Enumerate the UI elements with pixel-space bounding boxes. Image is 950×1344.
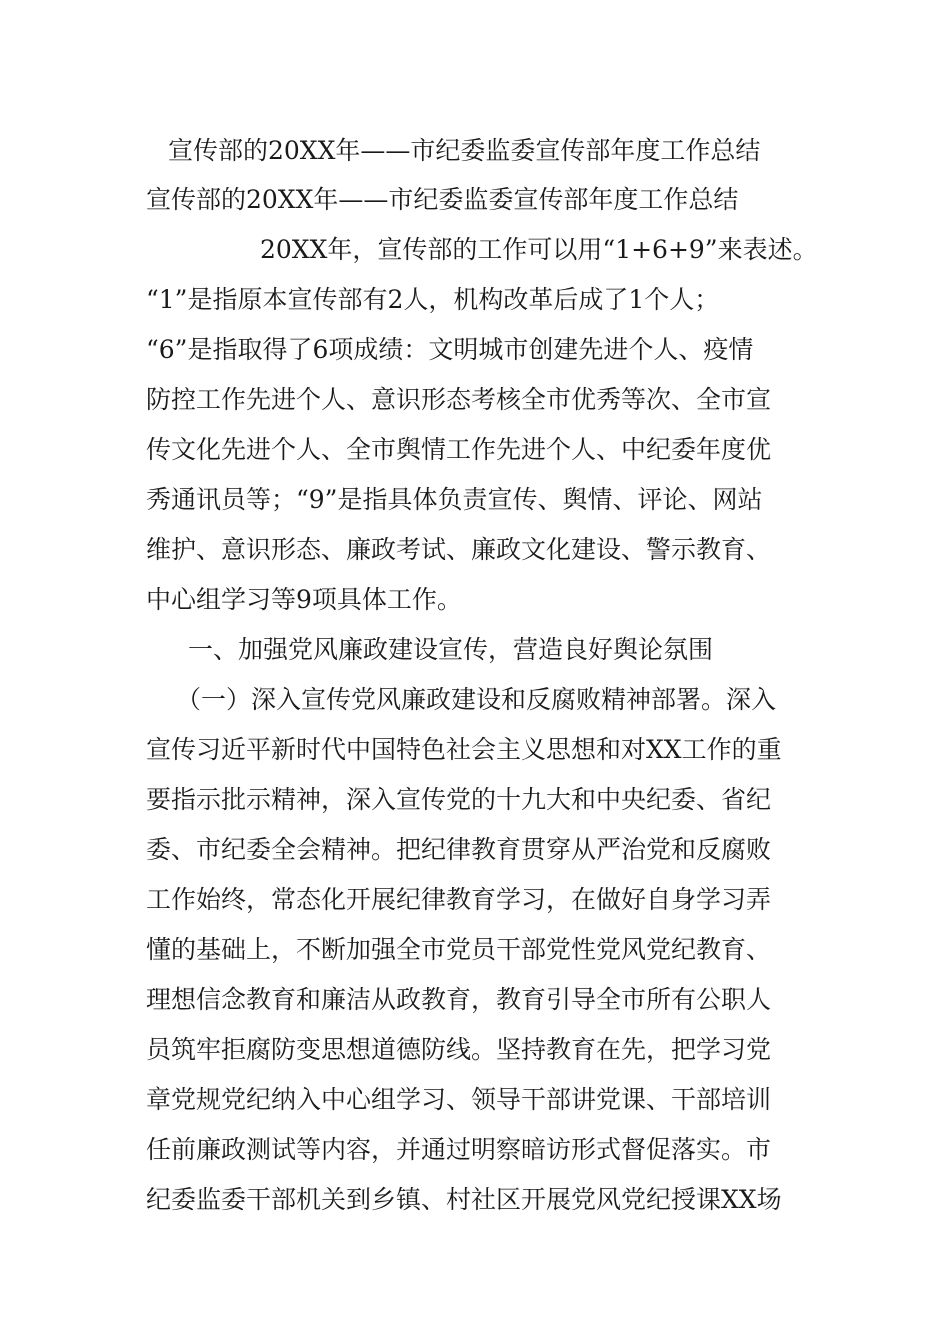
body-line: 员筑牢拒腐防变思想道德防线。坚持教育在先，把学习党 (146, 1035, 772, 1064)
intro-line: 中心组学习等9项具体工作。 (146, 585, 462, 614)
title-line-2: 宣传部的20XX年——市纪委监委宣传部年度工作总结 (146, 185, 739, 214)
title-line-1: 宣传部的20XX年——市纪委监委宣传部年度工作总结 (168, 136, 761, 165)
body-line: （一）深入宣传党风廉政建设和反腐败精神部署。深入 (176, 685, 777, 714)
section-heading: 一、加强党风廉政建设宣传，营造良好舆论氛围 (188, 635, 714, 664)
body-line: 章党规党纪纳入中心组学习、领导干部讲党课、干部培训 (146, 1085, 772, 1114)
body-line: 工作始终，常态化开展纪律教育学习，在做好自身学习弄 (146, 885, 772, 914)
intro-line: 20XX年，宣传部的工作可以用“1+6+9”来表述。 (260, 235, 818, 264)
intro-line: “6”是指取得了6项成绩：文明城市创建先进个人、疫情 (146, 335, 754, 364)
intro-line: 秀通讯员等；“9”是指具体负责宣传、舆情、评论、网站 (146, 485, 763, 514)
body-line: 宣传习近平新时代中国特色社会主义思想和对XX工作的重 (146, 735, 782, 764)
body-line: 委、市纪委全会精神。把纪律教育贯穿从严治党和反腐败 (146, 835, 772, 864)
body-line: 要指示批示精神，深入宣传党的十九大和中央纪委、省纪 (146, 785, 772, 814)
body-line: 理想信念教育和廉洁从政教育，教育引导全市所有公职人 (146, 985, 772, 1014)
intro-line: “1”是指原本宣传部有2人，机构改革后成了1个人； (146, 285, 720, 314)
intro-line: 维护、意识形态、廉政考试、廉政文化建设、警示教育、 (146, 535, 772, 564)
body-line: 纪委监委干部机关到乡镇、村社区开展党风党纪授课XX场 (146, 1185, 782, 1214)
intro-line: 传文化先进个人、全市舆情工作先进个人、中纪委年度优 (146, 435, 772, 464)
body-line: 懂的基础上，不断加强全市党员干部党性党风党纪教育、 (146, 935, 772, 964)
intro-line: 防控工作先进个人、意识形态考核全市优秀等次、全市宣 (146, 385, 772, 414)
body-line: 任前廉政测试等内容，并通过明察暗访形式督促落实。市 (146, 1135, 772, 1164)
